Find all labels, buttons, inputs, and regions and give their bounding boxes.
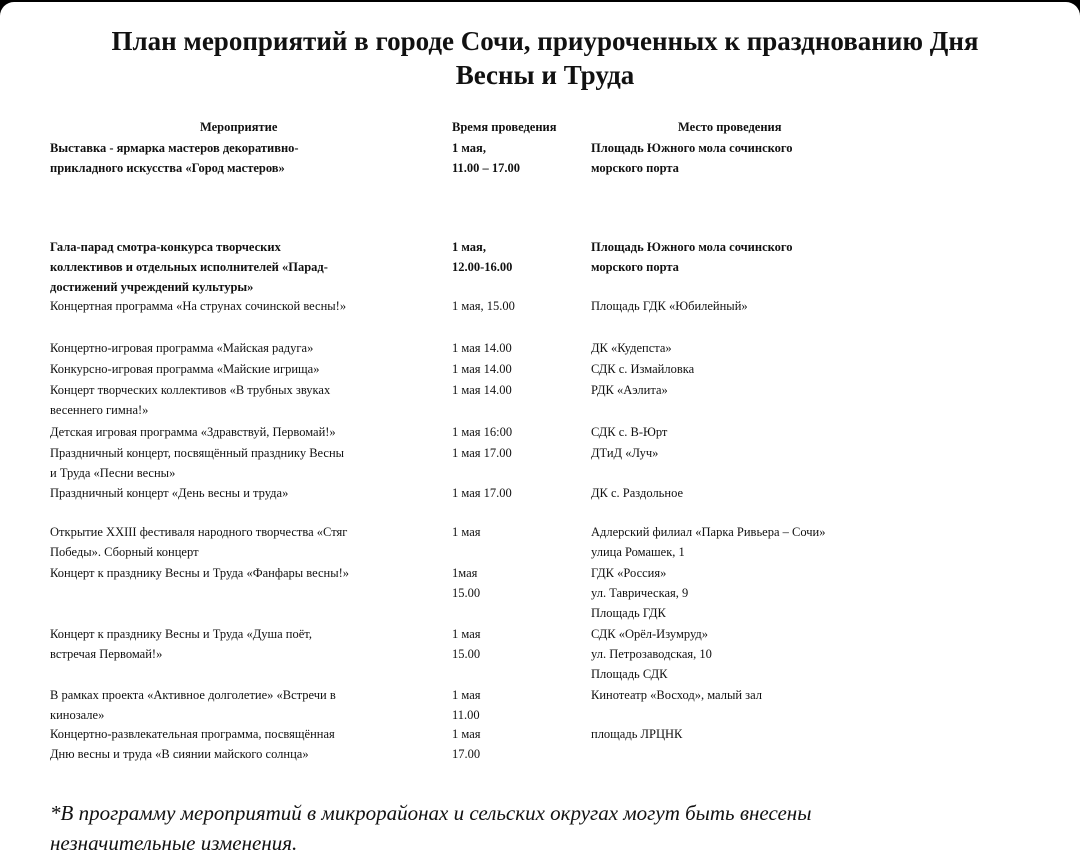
event-line: Выставка - ярмарка мастеров декоративно-	[50, 141, 299, 155]
event-line: коллективов и отдельных исполнителей «Парад-	[50, 260, 328, 274]
time-line: 12.00-16.00	[452, 260, 513, 274]
time-line: 11.00	[452, 708, 480, 722]
time-line: 15.00	[452, 647, 481, 661]
cell-time	[452, 443, 582, 463]
cell-place	[591, 359, 941, 379]
cell-event	[50, 338, 450, 358]
place-line: СДК с. Измайловка	[591, 362, 695, 376]
event-line: В рамках проекта «Активное долголетие» «Встречи в	[50, 688, 336, 702]
cell-place	[591, 443, 941, 463]
title-line-1: План мероприятий в городе Сочи, приуроченных к празднованию Дня	[111, 26, 979, 56]
place-line: РДК «Аэлита»	[591, 383, 668, 397]
place-line: улица Ромашек, 1	[591, 545, 685, 559]
cell-time	[452, 563, 582, 603]
cell-place	[591, 685, 941, 705]
place-line: Площадь Южного мола сочинского	[591, 240, 793, 254]
cell-event	[50, 422, 450, 442]
event-line: Дню весны и труда «В сиянии майского солнца»	[50, 747, 309, 761]
cell-time	[452, 359, 582, 379]
place-line: ГДК «Россия»	[591, 566, 667, 580]
cell-event	[50, 685, 450, 725]
place-line: Адлерский филиал «Парка Ривьера – Сочи»	[591, 525, 826, 539]
cell-event	[50, 724, 450, 764]
place-line: Площадь ГДК	[591, 606, 666, 620]
cell-place	[591, 138, 941, 178]
event-line: Праздничный концерт «День весны и труда»	[50, 486, 289, 500]
cell-event	[50, 237, 450, 297]
cell-event	[50, 522, 450, 562]
event-line: Конкурсно-игровая программа «Майские игрища»	[50, 362, 320, 376]
place-line: Площадь ГДК «Юбилейный»	[591, 299, 748, 313]
event-line: Праздничный концерт, посвящённый празднику Весны	[50, 446, 345, 460]
cell-event	[50, 296, 450, 316]
cell-event	[50, 359, 450, 379]
event-line: прикладного искусства «Город мастеров»	[50, 161, 285, 175]
cell-event	[50, 563, 450, 583]
time-line: 1 мая	[452, 627, 481, 641]
time-line: 1 мая 16:00	[452, 425, 513, 439]
cell-time	[452, 237, 582, 277]
event-line: Концертная программа «На струнах сочинской весны!»	[50, 299, 347, 313]
time-line: 1 мая	[452, 688, 481, 702]
cell-place	[591, 483, 941, 503]
cell-place	[591, 522, 941, 562]
cell-time	[452, 138, 582, 178]
place-line: ул. Петрозаводская, 10	[591, 647, 712, 661]
place-line: ДТиД «Луч»	[591, 446, 659, 460]
cell-time	[452, 624, 582, 664]
cell-time	[452, 380, 582, 400]
cell-event	[50, 443, 450, 483]
event-line: достижений учреждений культуры»	[50, 280, 254, 294]
place-line: ул. Таврическая, 9	[591, 586, 689, 600]
time-line: 11.00 – 17.00	[452, 161, 521, 175]
event-line: и Труда «Песни весны»	[50, 466, 176, 480]
cell-event	[50, 380, 450, 420]
cell-place	[591, 237, 941, 277]
time-line: 1 мая, 15.00	[452, 299, 515, 313]
cell-time	[452, 296, 582, 316]
event-line: Открытие XXIII фестиваля народного творчества «Стяг	[50, 525, 348, 539]
cell-place	[591, 296, 941, 316]
time-line: 17.00	[452, 747, 481, 761]
document-page	[0, 2, 1080, 868]
footnote-line-1: *В программу мероприятий в микрорайонах и сельских округах могут быть внесены	[50, 801, 812, 825]
footnote-line-2: незначительные изменения.	[50, 831, 298, 855]
page-title	[40, 24, 1050, 92]
place-line: Площадь Южного мола сочинского	[591, 141, 793, 155]
cell-time	[452, 422, 582, 442]
cell-time	[452, 483, 582, 503]
time-line: 1мая	[452, 566, 478, 580]
event-line: Концерт творческих коллективов «В трубных звуках	[50, 383, 331, 397]
cell-event	[50, 138, 450, 178]
event-line: Концерт к празднику Весны и Труда «Душа поёт,	[50, 627, 312, 641]
cell-time	[452, 724, 582, 764]
footnote	[50, 798, 1040, 858]
cell-event	[50, 483, 450, 503]
event-line: весеннего гимна!»	[50, 403, 149, 417]
time-line: 1 мая,	[452, 141, 486, 155]
place-line: Кинотеатр «Восход», малый зал	[591, 688, 763, 702]
time-line: 1 мая 17.00	[452, 486, 512, 500]
event-line: Детская игровая программа «Здравствуй, Первомай!»	[50, 425, 336, 439]
time-line: 1 мая,	[452, 240, 486, 254]
cell-place	[591, 724, 941, 744]
event-line: Гала-парад смотра-конкурса творческих	[50, 240, 281, 254]
time-line: 1 мая 14.00	[452, 341, 512, 355]
place-line: СДК «Орёл-Изумруд»	[591, 627, 709, 641]
place-line: Площадь СДК	[591, 667, 668, 681]
event-line: встречая Первомай!»	[50, 647, 163, 661]
event-line: кинозале»	[50, 708, 105, 722]
place-line: морского порта	[591, 260, 679, 274]
place-line: морского порта	[591, 161, 679, 175]
cell-place	[591, 338, 941, 358]
cell-event	[50, 624, 450, 664]
cell-time	[452, 338, 582, 358]
time-line: 1 мая 17.00	[452, 446, 512, 460]
event-line: Концерт к празднику Весны и Труда «Фанфары весны!»	[50, 566, 350, 580]
cell-place	[591, 380, 941, 400]
cell-place	[591, 563, 941, 623]
event-line: Концертно-игровая программа «Майская радуга»	[50, 341, 314, 355]
time-line: 1 мая	[452, 727, 481, 741]
event-line: Победы». Сборный концерт	[50, 545, 199, 559]
header-event: Мероприятие	[200, 120, 278, 134]
time-line: 1 мая 14.00	[452, 383, 512, 397]
cell-place	[591, 422, 941, 442]
header-place: Место проведения	[678, 120, 782, 134]
place-line: ДК с. Раздольное	[591, 486, 684, 500]
event-line: Концертно-развлекательная программа, посвящённая	[50, 727, 335, 741]
cell-time	[452, 522, 582, 542]
title-line-2: Весны и Труда	[455, 60, 635, 90]
header-time: Время проведения	[452, 120, 557, 134]
time-line: 1 мая 14.00	[452, 362, 512, 376]
place-line: площадь ЛРЦНК	[591, 727, 683, 741]
place-line: СДК с. В-Юрт	[591, 425, 668, 439]
place-line: ДК «Кудепста»	[591, 341, 672, 355]
time-line: 1 мая	[452, 525, 481, 539]
time-line: 15.00	[452, 586, 481, 600]
cell-time	[452, 685, 582, 725]
cell-place	[591, 624, 941, 684]
